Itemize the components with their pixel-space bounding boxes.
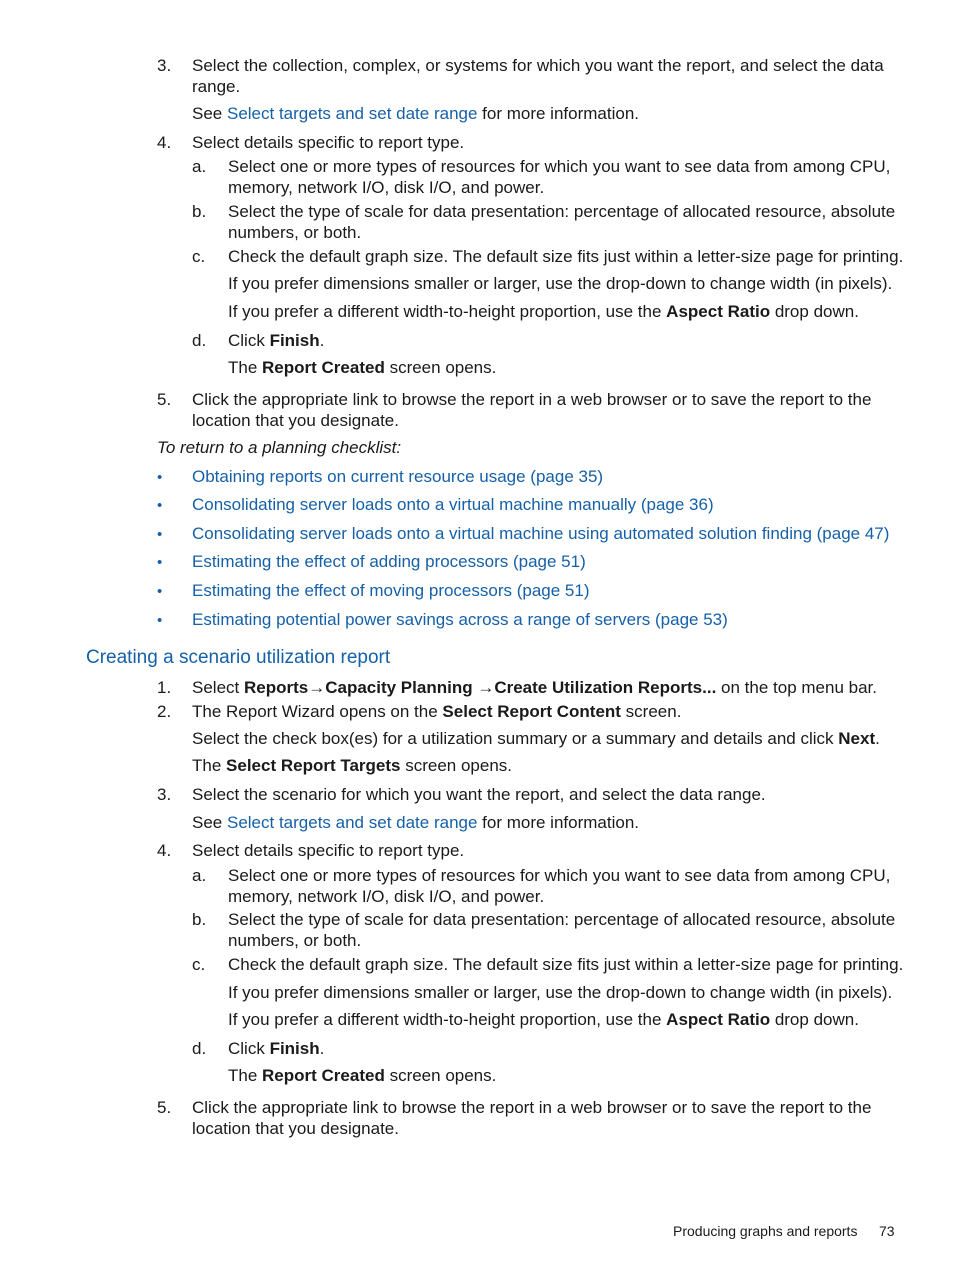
select-targets-link[interactable]: Select targets and set date range: [226, 813, 478, 832]
step-number: 4.: [157, 841, 172, 860]
substep-letter: d.: [192, 331, 207, 350]
substep-letter: c.: [192, 247, 206, 266]
step-text: Select details specific to report type.: [192, 841, 465, 860]
step-number: 3.: [157, 785, 172, 804]
substep-text: Select the type of scale for data presentation: percentage of allocated resource, absolute: [228, 202, 896, 221]
step-number: 3.: [157, 56, 172, 75]
substep-text: Select one or more types of resources for which you want to see data from among CPU,: [228, 866, 891, 885]
substep-text: Click Finish.: [228, 331, 325, 350]
step-number: 5.: [157, 1098, 172, 1117]
see-reference: See Select targets and set date range for more information.: [192, 104, 639, 123]
substep-text: numbers, or both.: [228, 931, 362, 950]
step-text: location that you designate.: [192, 1119, 399, 1138]
step-number: 1.: [157, 678, 172, 697]
step-number: 4.: [157, 133, 172, 152]
substep-text: memory, network I/O, disk I/O, and power.: [228, 887, 545, 906]
substep-note: The Report Created screen opens.: [228, 358, 497, 377]
substep-letter: a.: [192, 866, 207, 885]
bullet-icon: •: [157, 497, 163, 514]
see-reference: See Select targets and set date range for more information.: [192, 813, 639, 832]
substep-letter: d.: [192, 1039, 207, 1058]
page-number: 73: [879, 1223, 895, 1239]
substep-text: If you prefer dimensions smaller or larger, use the drop-down to change width (in pixels).: [228, 274, 893, 293]
checklist-link[interactable]: Obtaining reports on current resource usage (page 35): [192, 467, 604, 486]
substep-text: If you prefer dimensions smaller or larger, use the drop-down to change width (in pixels).: [228, 983, 893, 1002]
checklist-link[interactable]: Estimating the effect of moving processors (page 51): [192, 581, 590, 600]
step-text: Click the appropriate link to browse the report in a web browser or to save the report to the: [192, 1098, 872, 1117]
substep-text: Select the type of scale for data presentation: percentage of allocated resource, absolute: [228, 910, 896, 929]
step-text: range.: [192, 77, 241, 96]
step-text: Select the scenario for which you want the report, and select the data range.: [192, 785, 766, 804]
step-text: Select the collection, complex, or systems for which you want the report, and select the data: [192, 56, 884, 75]
substep-letter: b.: [192, 910, 207, 929]
bullet-icon: •: [157, 612, 163, 629]
substep-text: Check the default graph size. The default size fits just within a letter-size page for printing.: [228, 247, 904, 266]
substep-text: memory, network I/O, disk I/O, and power.: [228, 178, 545, 197]
substep-letter: a.: [192, 157, 207, 176]
step-number: 2.: [157, 702, 172, 721]
step-text: The Select Report Targets screen opens.: [192, 756, 513, 775]
section-heading: Creating a scenario utilization report: [86, 647, 391, 668]
checklist-link[interactable]: Estimating potential power savings across a range of servers (page 53): [192, 610, 728, 629]
step-text: Select the check box(es) for a utilization summary or a summary and details and click Next.: [192, 729, 880, 748]
return-label: To return to a planning checklist:: [157, 438, 402, 457]
substep-text: numbers, or both.: [228, 223, 362, 242]
substep-letter: c.: [192, 955, 206, 974]
substep-text: If you prefer a different width-to-height proportion, use the Aspect Ratio drop down.: [228, 1010, 859, 1029]
step-text: Click the appropriate link to browse the report in a web browser or to save the report to the: [192, 390, 872, 409]
substep-text: Click Finish.: [228, 1039, 325, 1058]
substep-note: The Report Created screen opens.: [228, 1066, 497, 1085]
bullet-icon: •: [157, 583, 163, 600]
footer-section-title: Producing graphs and reports: [673, 1223, 858, 1239]
bullet-icon: •: [157, 554, 163, 571]
bullet-icon: •: [157, 526, 163, 543]
step-text: location that you designate.: [192, 411, 399, 430]
checklist-link[interactable]: Estimating the effect of adding processors (page 51): [192, 552, 586, 571]
substep-text: Select one or more types of resources for which you want to see data from among CPU,: [228, 157, 891, 176]
substep-text: If you prefer a different width-to-height proportion, use the Aspect Ratio drop down.: [228, 302, 859, 321]
step-text: Select Reports→Capacity Planning →Create Utilization Reports... on the top menu bar.: [192, 678, 877, 697]
substep-text: Check the default graph size. The default size fits just within a letter-size page for printing.: [228, 955, 904, 974]
step-text: The Report Wizard opens on the Select Report Content screen.: [192, 702, 682, 721]
substep-letter: b.: [192, 202, 207, 221]
select-targets-link[interactable]: Select targets and set date range: [226, 104, 478, 123]
checklist-link[interactable]: Consolidating server loads onto a virtual machine using automated solution finding (page 47): [192, 524, 890, 543]
bullet-icon: •: [157, 469, 163, 486]
checklist-link[interactable]: Consolidating server loads onto a virtual machine manually (page 36): [192, 495, 714, 514]
step-number: 5.: [157, 390, 172, 409]
step-text: Select details specific to report type.: [192, 133, 465, 152]
